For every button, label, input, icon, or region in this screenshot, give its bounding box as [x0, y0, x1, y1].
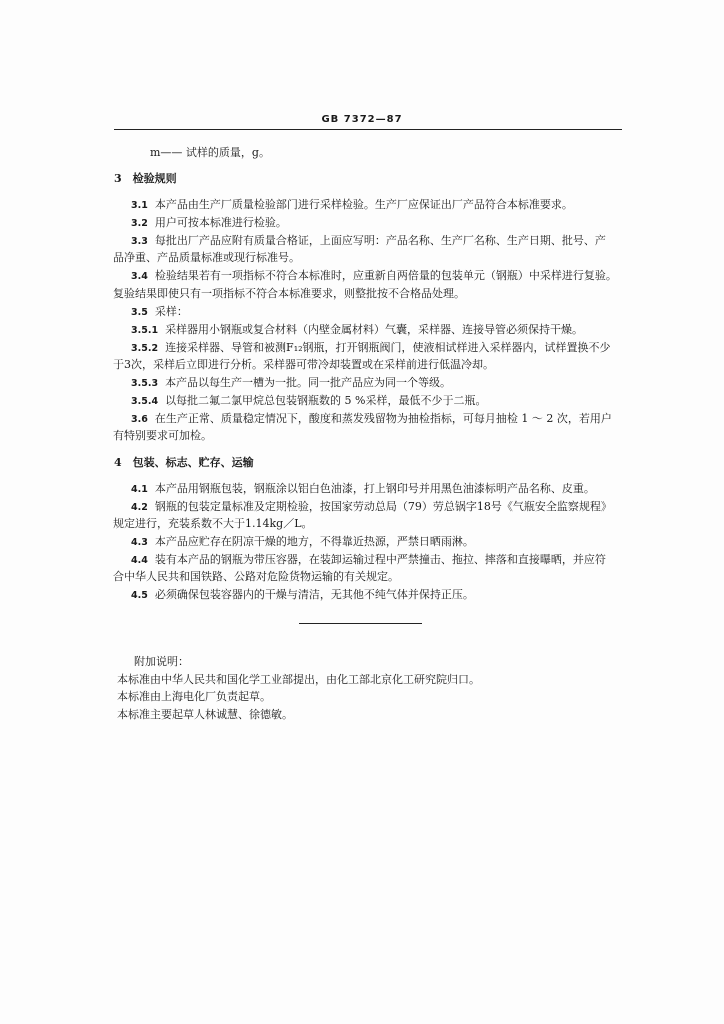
clause-3-5-2-continued: 于3次，采样后立即进行分析。采样器可带冷却装置或在采样前进行低温冷却。	[113, 358, 494, 371]
clause-4-3	[131, 535, 474, 550]
clause-number: 3.6	[131, 414, 148, 425]
clause-4-4	[131, 553, 606, 568]
clause-number: 4.5	[131, 590, 148, 601]
clause-number: 3.5.1	[131, 325, 159, 336]
clause-text: 钢瓶的包装定量标准及定期检验，按国家劳动总局（79）劳总锅字18号《气瓶安全监察规程》	[154, 500, 612, 513]
clause-3-2	[131, 216, 287, 231]
clause-text: 本产品由生产厂质量检验部门进行采样检验。生产厂应保证出厂产品符合本标准要求。	[154, 198, 573, 211]
clause-text: 采样：	[154, 305, 188, 318]
clause-number: 3.4	[131, 271, 148, 282]
section-3-heading: 3 检验规则	[114, 172, 177, 185]
clause-text: 在生产正常、质量稳定情况下，酸度和蒸发残留物为抽检指标，可每月抽检 1 ～ 2 次，若用户	[154, 412, 612, 425]
clause-text: 本产品用钢瓶包装，钢瓶涂以铝白色油漆，打上钢印号并用黑色油漆标明产品名称、皮重。	[154, 482, 595, 495]
clause-text: 必须确保包装容器内的干燥与清洁，无其他不纯气体并保持正压。	[154, 588, 474, 601]
clause-text: 以每批二氟二氯甲烷总包装钢瓶数的 5 %采样，最低不少于二瓶。	[165, 394, 487, 407]
clause-number: 4.1	[131, 484, 148, 495]
clause-number: 3.5.3	[131, 378, 159, 389]
standard-code: GB 7372—87	[321, 114, 403, 125]
clause-text: 本产品以每生产一槽为一批。同一批产品应为同一个等级。	[165, 376, 452, 389]
notes-line-3: 本标准主要起草人林诚慧、徐德敏。	[117, 708, 293, 721]
clause-4-5	[131, 588, 474, 603]
clause-number: 4.4	[131, 555, 148, 566]
clause-3-5-3	[131, 376, 451, 391]
clause-number: 3.5.2	[131, 343, 159, 354]
clause-4-2-continued: 规定进行，充装系数不大于1.14kg／L。	[113, 517, 313, 530]
clause-text: 采样器用小钢瓶或复合材料（内壁金属材料）气囊，采样器、连接导管必须保持干燥。	[165, 323, 584, 336]
section-4-heading: 4 包装、标志、贮存、运输	[114, 456, 254, 469]
clause-3-4	[131, 269, 617, 284]
clause-text: 装有本产品的钢瓶为带压容器，在装卸运输过程中严禁撞击、拖拉、摔落和直接曝晒，并应符	[154, 553, 606, 566]
clause-text: 每批出厂产品应附有质量合格证，上面应写明：产品名称、生产厂名称、生产日期、批号、产	[154, 234, 606, 247]
clause-4-1	[131, 482, 595, 497]
clause-text: 本产品应贮存在阴凉干燥的地方，不得靠近热源，严禁日晒雨淋。	[154, 535, 474, 548]
clause-number: 4.2	[131, 502, 148, 513]
header-rule	[114, 129, 622, 130]
clause-number: 4.3	[131, 537, 148, 548]
clause-number: 3.1	[131, 200, 148, 211]
clause-3-4-continued: 复验结果即使只有一项指标不符合本标准要求，则整批按不合格品处理。	[113, 287, 465, 300]
clause-3-3	[131, 234, 606, 249]
clause-3-5-1	[131, 323, 583, 338]
clause-text: 检验结果若有一项指标不符合本标准时，应重新自两倍量的包装单元（钢瓶）中采样进行复验。	[154, 269, 617, 282]
clause-4-4-continued: 合中华人民共和国铁路、公路对危险货物运输的有关规定。	[113, 570, 399, 583]
clause-text: 连接采样器、导管和被测F₁₂钢瓶，打开钢瓶阀门，使液相试样进入采样器内，试样置换不少	[165, 341, 611, 354]
clause-3-6	[131, 412, 612, 427]
clause-3-3-continued: 品净重、产品质量标准或现行标准号。	[113, 251, 300, 264]
clause-3-5-2	[131, 341, 611, 356]
clause-text: 用户可按本标准进行检验。	[154, 216, 287, 229]
variable-definition: m—— 试样的质量，g。	[150, 146, 270, 159]
clause-3-6-continued: 有特别要求可加检。	[113, 429, 212, 442]
clause-3-1	[131, 198, 573, 213]
clause-3-5-4	[131, 394, 487, 409]
clause-number: 3.5	[131, 307, 148, 318]
notes-line-2: 本标准由上海电化厂负责起草。	[117, 690, 271, 703]
clause-number: 3.2	[131, 218, 148, 229]
clause-4-2	[131, 500, 612, 515]
end-divider	[299, 623, 422, 624]
notes-title: 附加说明：	[134, 655, 189, 668]
clause-number: 3.5.4	[131, 396, 159, 407]
notes-line-1: 本标准由中华人民共和国化学工业部提出，由化工部北京化工研究院归口。	[117, 673, 480, 686]
clause-3-5	[131, 305, 188, 320]
clause-number: 3.3	[131, 236, 148, 247]
